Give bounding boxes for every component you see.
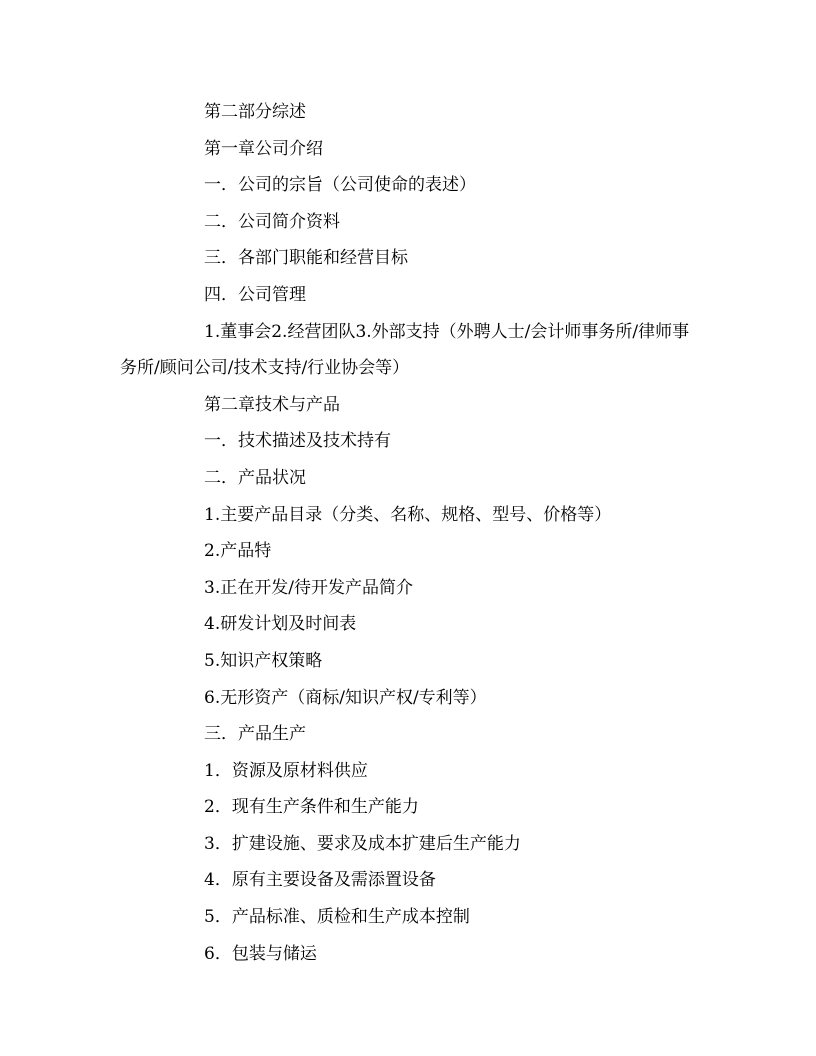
text-line: 一．公司的宗旨（公司使命的表述）	[204, 175, 476, 196]
text-line: 2.产品特	[204, 541, 272, 562]
text-line: 1.主要产品目录（分类、名称、规格、型号、价格等）	[204, 504, 612, 525]
text-line: 4．原有主要设备及需添置设备	[204, 870, 436, 891]
paragraph: 1.董事会2.经营团队3.外部支持（外聘人士/会计师事务所/律师事务所/顾问公司/技术支持/行业协会等）	[120, 321, 690, 379]
chapter-heading: 第一章公司介绍	[204, 138, 323, 159]
text-line: 三．各部门职能和经营目标	[204, 248, 408, 269]
text-line: 四．公司管理	[204, 284, 306, 305]
section-heading: 第二部分综述	[204, 102, 306, 122]
text-line: 3．扩建设施、要求及成本扩建后生产能力	[204, 833, 521, 854]
text-line: 6．包装与储运	[204, 943, 317, 964]
text-line: 二．产品状况	[204, 467, 306, 488]
document-body	[120, 94, 696, 972]
text-line: 一．技术描述及技术持有	[204, 431, 391, 452]
text-line: 1．资源及原材料供应	[204, 760, 368, 781]
text-line: 2．现有生产条件和生产能力	[204, 797, 419, 818]
text-line: 6.无形资产（商标/知识产权/专利等）	[204, 687, 487, 708]
text-line: 3.正在开发/待开发产品简介	[204, 577, 413, 598]
text-line: 5．产品标准、质检和生产成本控制	[204, 907, 470, 928]
text-line: 二．公司简介资料	[204, 211, 340, 232]
text-line: 4.研发计划及时间表	[204, 614, 357, 635]
text-line: 三．产品生产	[204, 724, 306, 745]
chapter-heading: 第二章技术与产品	[204, 394, 340, 415]
text-line: 5.知识产权策略	[204, 650, 323, 671]
